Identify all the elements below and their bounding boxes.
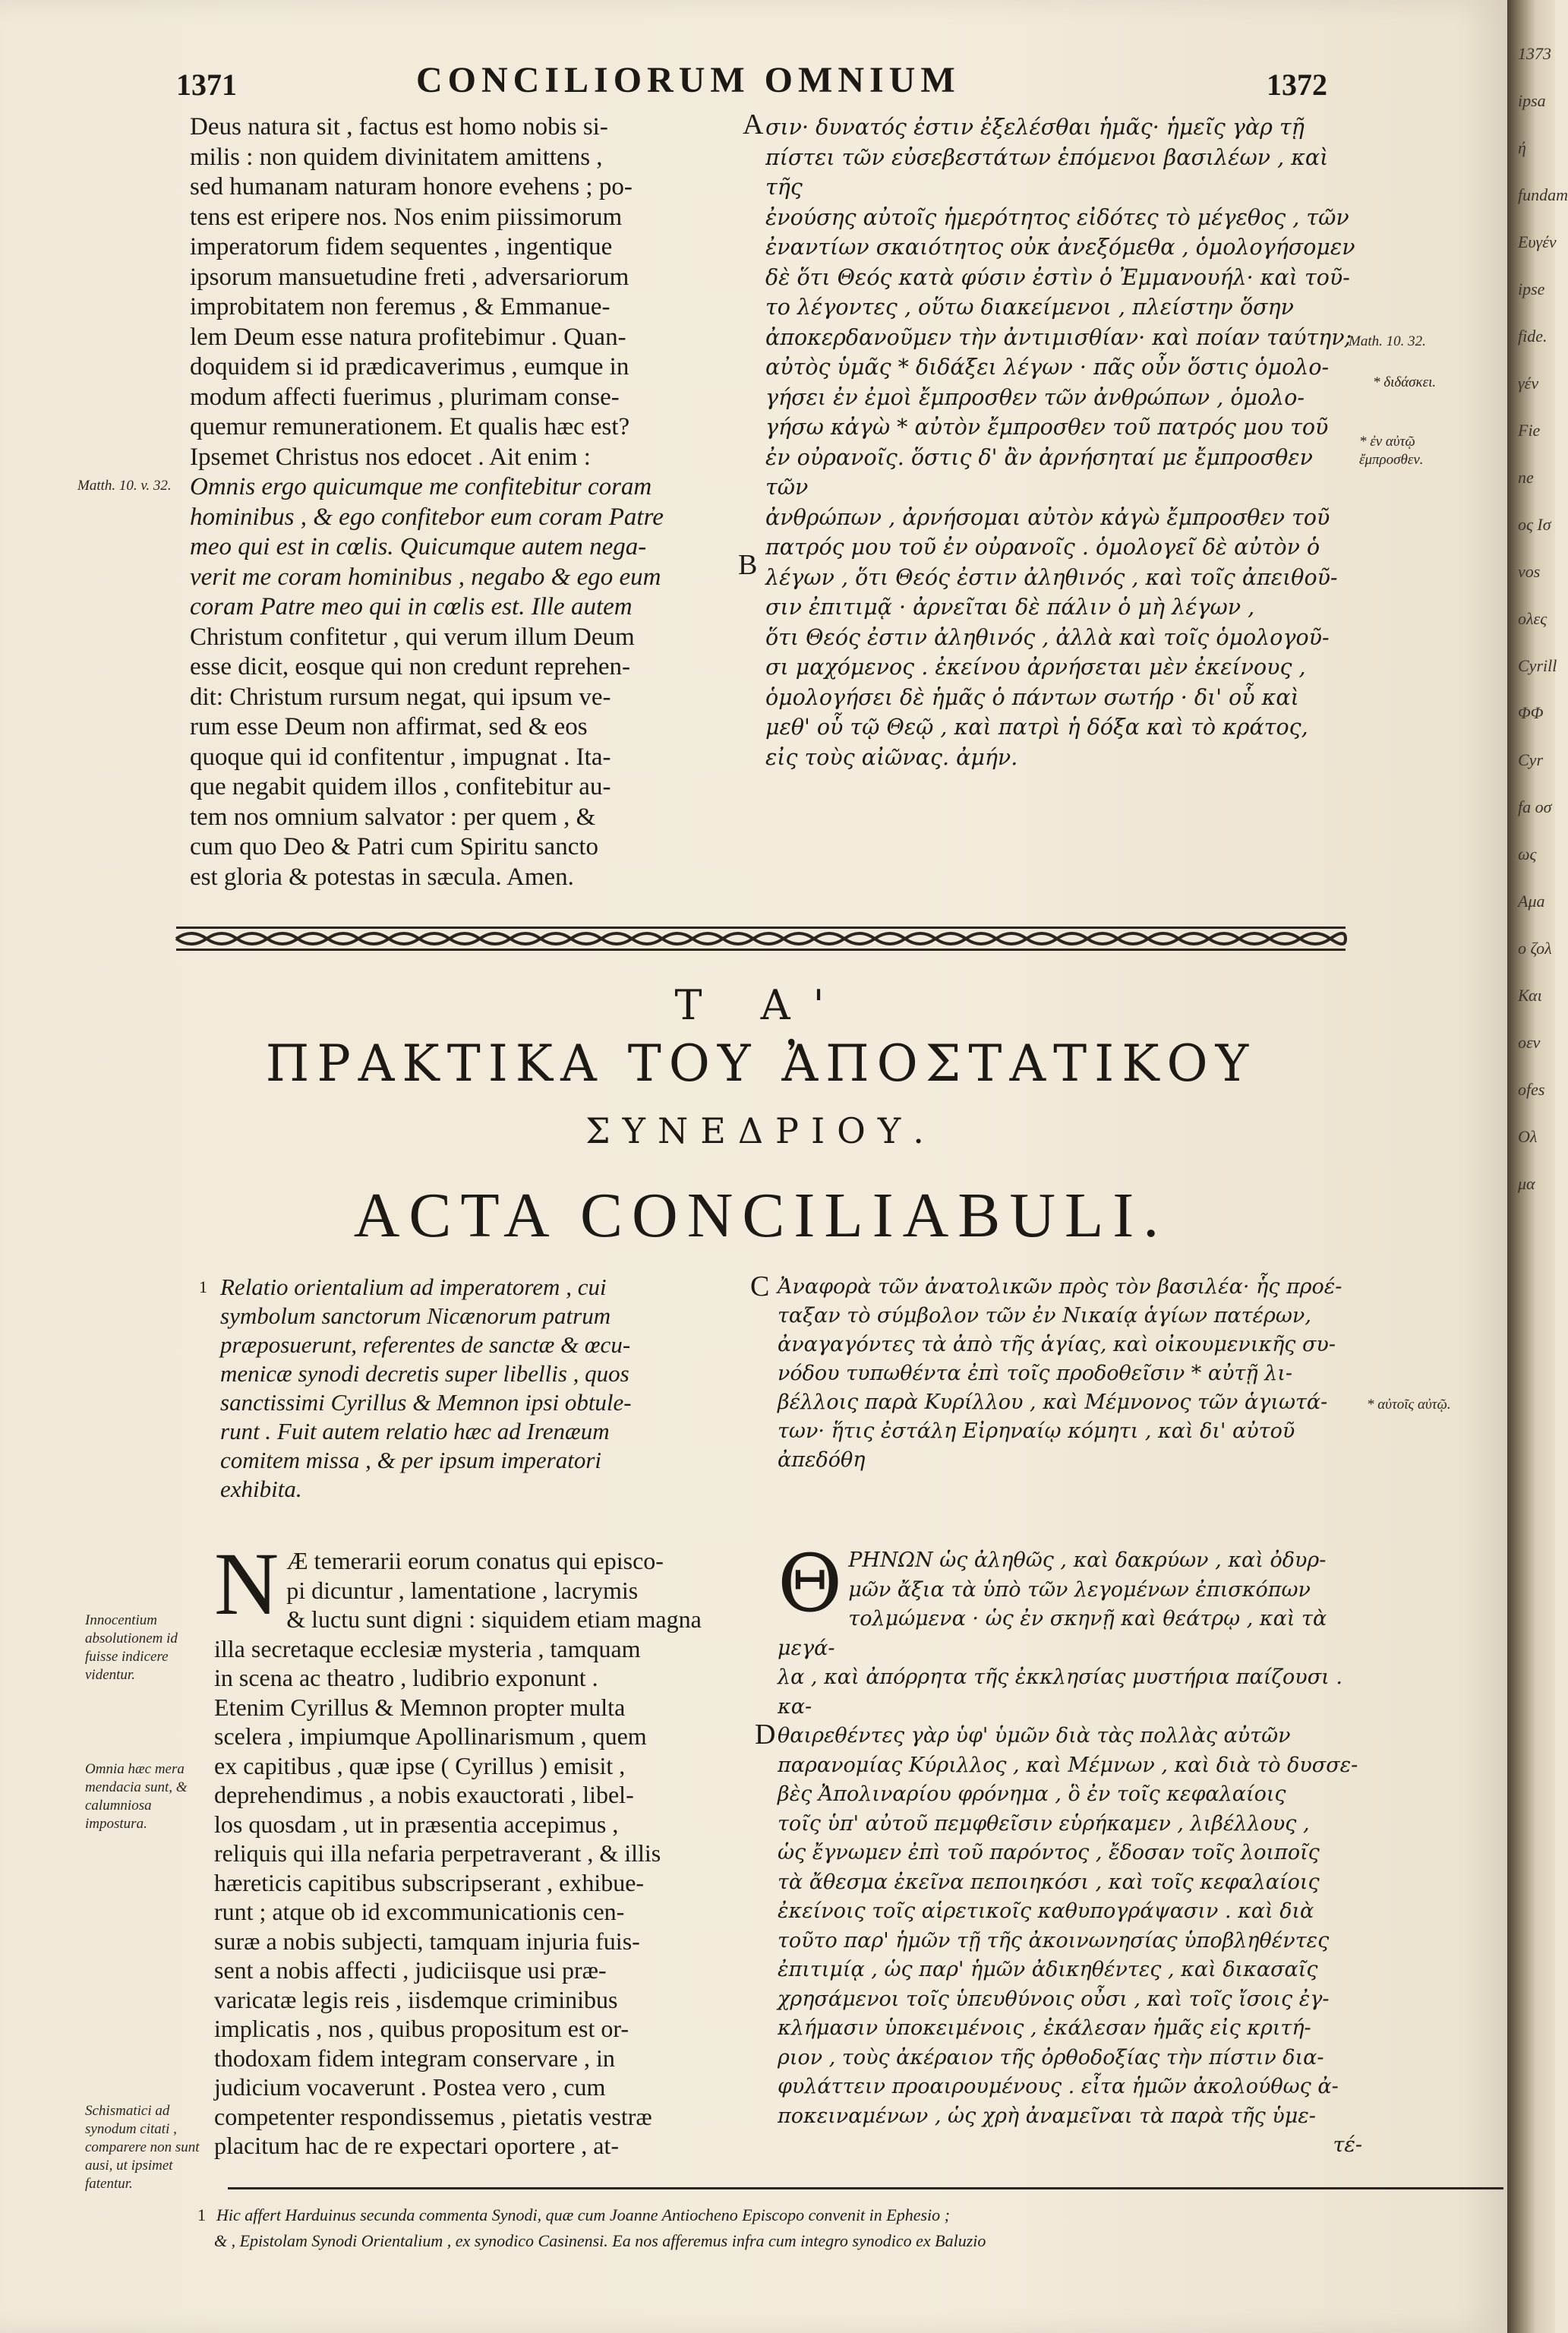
body-latin-line: los quosdam , ut in præsentia accepimus , — [214, 1810, 619, 1838]
page-number-right: 1372 — [1267, 68, 1327, 102]
latin-line: rum esse Deum non affirmat, sed & eos — [190, 713, 588, 740]
body-latin-line: suræ a nobis subjecti, tamquam injuria fuis- — [214, 1927, 640, 1955]
running-title: CONCILIORUM OMNIUM — [416, 60, 961, 100]
latin-line: quoque qui id confitentur , impugnat . Ita- — [190, 743, 611, 771]
relatio-note-marker: 1 — [199, 1277, 207, 1296]
latin-line: hominibus , & ego confitebor eum coram Patre — [190, 503, 664, 531]
margin-note-matthew-left: Matth. 10. v. 32. — [77, 478, 172, 494]
body-latin-line: hæreticis capitibus subscripserant , exhibue- — [214, 1868, 645, 1896]
body-greek-line: ΡΗΝΩΝ ὡς ἀληθῶς , καὶ δακρύων , καὶ ὀδυρ- — [848, 1548, 1327, 1572]
section-letter-d: D — [755, 1719, 776, 1751]
latin-line: milis : non quidem divinitatem amittens , — [190, 143, 603, 171]
greek-line: πίστει τῶν εὐσεβεστάτων ἑπόμενοι βασιλέων , καὶ τῆς — [765, 144, 1329, 200]
title-tau-alpha: Τ Α' — [674, 981, 847, 1029]
latin-line: esse dicit, eosque qui non credunt reprehen- — [190, 653, 631, 680]
relatio-greek-line: νόδου τυπωθέντα ἐπὶ τοῖς προδοθεῖσιν * αὐτῇ λι- — [778, 1362, 1293, 1385]
latin-line: que negabit quidem illos , confitebitur au- — [190, 773, 611, 800]
latin-line: Omnis ergo quicumque me confitebitur coram — [190, 473, 652, 500]
body-greek-line: ποκειναμένων , ὡς χρὴ ἀναμεῖναι τὰ παρὰ τῆς ὑμε- — [778, 2104, 1316, 2128]
relatio-latin — [220, 1273, 744, 1504]
footnote-marker: 1 — [197, 2205, 206, 2224]
next-page-fragment: 1373 ipsa ή fundam Ευγέν ipse fide. γέν Fie ne oς Iσ νοs ολες Cyrill ΦΦ Cyr fa οσ ως Aμa ο ζολ Και οεν ofes Ολ μα — [1518, 44, 1568, 1193]
body-latin-line: in scena ac theatro , ludibrio exponunt . — [214, 1664, 598, 1691]
body-greek-line: τοῖς ὑπ' αὐτοῦ πεμφθεῖσιν εὑρήκαμεν , λιβέλλους , — [778, 1811, 1310, 1836]
greek-line: ἐνούσης αὐτοῖς ἡμερότητος εἰδότες τὸ μέγεθος , τῶν — [765, 204, 1349, 230]
greek-line: πατρός μου τοῦ ἐν οὐρανοῖς . ὁμολογεῖ δὲ αὐτὸν ὁ — [765, 535, 1320, 560]
section-letter-c: C — [750, 1271, 770, 1302]
footnote-line: Hic affert Harduinus secunda commenta Synodi, quæ cum Joanne Antiocheno Episcopo convenit in Ephesio ; — [216, 2205, 950, 2224]
body-greek-line: λα , καὶ ἀπόρρητα τῆς ἐκκλησίας μυστήρια παίζουσι . κα- — [778, 1665, 1342, 1719]
body-latin-line: illa secretaque ecclesiæ mysteria , tamquam — [214, 1634, 641, 1662]
body-latin-line: Etenim Cyrillus & Memnon propter multa — [214, 1693, 626, 1721]
latin-line: doquidem si id prædicaverimus , eumque in — [190, 353, 629, 380]
relatio-greek-line: ἀναγαγόντες τὰ ἀπὸ τῆς ἁγίας, καὶ οἰκουμενικῆς συ- — [778, 1333, 1336, 1356]
margin-note-schismatici: Schismatici ad synodum citati , comparere non sunt ausi, ut ipsimet fatentur. — [85, 2103, 200, 2192]
greek-line: μεθ' οὗ τῷ Θεῷ , καὶ πατρὶ ἡ δόξα καὶ τὸ κράτος, — [765, 715, 1308, 740]
body-greek-line: ἐκείνοις τοῖς αἱρετικοῖς καθυπογράψασιν . καὶ διὰ — [778, 1899, 1314, 1923]
top-greek-column — [765, 112, 1358, 772]
greek-line: ἀνθρώπων , ἀρνήσομαι αὐτὸν κἀγὼ ἔμπροσθεν τοῦ — [765, 504, 1330, 530]
relatio-greek — [778, 1273, 1362, 1475]
relatio-greek-line: ἀπεδόθη — [778, 1448, 866, 1472]
latin-line: lem Deum esse natura profitebimur . Quan- — [190, 323, 626, 351]
greek-line: εἰς τοὺς αἰῶνας. ἀμήν. — [765, 744, 1018, 770]
body-greek-column — [778, 1537, 1362, 2161]
body-greek-line: τέ- — [1333, 2133, 1362, 2157]
latin-line: improbitatem non feremus , & Emmanue- — [190, 293, 610, 320]
relatio-latin-line: sanctissimi Cyrillus & Memnon ipsi obtule- — [220, 1389, 632, 1416]
title-synedriou: ΣΥΝΕΔΡΙΟΥ. — [585, 1110, 936, 1151]
section-letter-a: A — [743, 109, 764, 140]
body-latin-line: deprehendimus , a nobis exauctorati , libel- — [214, 1781, 634, 1808]
body-greek-line: βὲς Ἀπολιναρίου φρόνημα , ὃ ἐν τοῖς κεφαλαίοις — [778, 1782, 1286, 1806]
body-latin-line: implicatis , nos , quibus propositum est or- — [214, 2015, 629, 2042]
greek-line: ἐν οὐρανοῖς. ὅστις δ' ἂν ἀρνήσηταί με ἔμπροσθεν τῶν — [765, 444, 1313, 500]
margin-note-autois: * αὐτοῖς αὐτῷ. — [1367, 1397, 1451, 1413]
greek-line: ὁμολογήσει δὲ ἡμᾶς ὁ πάντων σωτήρ · δι' οὗ καὶ — [765, 684, 1299, 710]
latin-line: Deus natura sit , factus est homo nobis si- — [190, 113, 608, 140]
margin-note-endutoi: * ἐν αὐτῷ ἔμπροσθεν. — [1359, 434, 1424, 468]
body-latin-line: & luctu sunt digni : siquidem etiam magna — [286, 1605, 702, 1633]
latin-line: quemur remunerationem. Et qualis hæc est? — [190, 413, 630, 440]
body-greek-line: μῶν ἄξια τὰ ὑπὸ τῶν λεγομένων ἐπισκόπων — [848, 1577, 1311, 1602]
relatio-latin-line: menicæ synodi decretis super libellis , quos — [220, 1360, 629, 1387]
relatio-greek-line: βέλλοις παρὰ Κυρίλλου , καὶ Μέμνονος τῶν ἁγιωτά- — [778, 1391, 1328, 1414]
latin-line: imperatorum fidem sequentes , ingentique — [190, 233, 613, 260]
margin-note-didaxei: * διδάσκει. — [1373, 374, 1437, 390]
body-latin-line: thodoxam fidem integram conservare , in — [214, 2044, 615, 2072]
greek-line: αὐτὸς ὑμᾶς * διδάξει λέγων · πᾶς οὖν ὅστις ὁμολο- — [765, 355, 1330, 380]
body-latin-line: sent a nobis affecti , judiciisque usi præ- — [214, 1956, 607, 1984]
latin-line: cum quo Deo & Patri cum Spiritu sancto — [190, 833, 599, 860]
ornament-rule — [176, 925, 1346, 952]
drop-cap-n: N — [214, 1534, 279, 1634]
greek-line: γήσει ἐν ἐμοὶ ἔμπροσθεν τῶν ἀνθρώπων , ὁμολο- — [765, 384, 1305, 410]
footnote — [197, 2202, 1503, 2254]
relatio-latin-line: symbolum sanctorum Nicænorum patrum — [220, 1302, 611, 1329]
body-latin-line: scelera , impiumque Apollinarismum , quem — [214, 1722, 647, 1750]
margin-note-innocentium: Innocentium absolutionem id fuisse indicere videntur. — [85, 1612, 178, 1683]
footnote-line: & , Epistolam Synodi Orientalium , ex synodico Casinensi. Ea nos afferemus infra cum integro synodico ex Baluzio — [214, 2231, 986, 2250]
footnote-rule — [228, 2187, 1503, 2189]
latin-line: dit: Christum rursum negat, qui ipsum ve- — [190, 683, 611, 711]
greek-line: δὲ ὅτι Θεός κατὰ φύσιν ἐστὶν ὁ Ἐμμανουήλ· καὶ τοῦ- — [765, 264, 1350, 290]
top-latin-column — [190, 112, 744, 892]
body-greek-line: φυλάττειν προαιρουμένους . εἶτα ἡμῶν ἀκολούθως ἀ- — [778, 2075, 1339, 2098]
greek-line: ἐναντίων σκαιότητος οὐκ ἀνεξόμεθα , ὁμολογήσομεν — [765, 235, 1355, 260]
latin-line: modum affecti fuerimus , plurimam conse- — [190, 383, 620, 411]
greek-line: γήσω κἀγὼ * αὐτὸν ἔμπροσθεν τοῦ πατρός μου τοῦ — [765, 415, 1329, 440]
relatio-latin-line: comitem missa , & per ipsum imperatori — [220, 1447, 602, 1473]
relatio-latin-line: exhibita. — [220, 1476, 302, 1502]
latin-line: verit me coram hominibus , negabo & ego eum — [190, 563, 661, 591]
body-greek-line: παρανομίας Κύριλλος , καὶ Μέμνων , καὶ διὰ τὸ δυσσε- — [778, 1753, 1358, 1777]
body-latin-line: placitum hac de re expectari oportere , at- — [214, 2132, 620, 2159]
greek-line: ὅτι Θεός ἐστιν ἀληθινός , ἀλλὰ καὶ τοῖς ὁμολογοῦ- — [765, 624, 1330, 650]
latin-line: Christum confitetur , qui verum illum Deum — [190, 623, 635, 651]
body-greek-line: τὰ ἄθεσμα ἐκεῖνα πεποιηκόσι , καὶ τοῖς κεφαλαίοις — [778, 1870, 1320, 1894]
latin-line: ipsorum mansuetudine freti , adversariorum — [190, 263, 629, 291]
relatio-latin-line: præposuerunt, referentes de sanctæ & œcu- — [220, 1331, 631, 1358]
margin-note-matthew-right: Math. 10. 32. — [1349, 333, 1426, 349]
latin-line: sed humanam naturam honore evehens ; po- — [190, 173, 633, 200]
latin-line: Ipsemet Christus nos edocet . Ait enim : — [190, 443, 591, 471]
greek-line: ἀποκερδανοῦμεν τὴν ἀντιμισθίαν· καὶ ποίαν ταύτην; — [765, 324, 1352, 350]
body-greek-line: ριον , τοὺς ἀκέραιον τῆς ὀρθοδοξίας τὴν πίστιν δια- — [778, 2045, 1324, 2069]
greek-line: το λέγοντες , οὕτω διακείμενοι , πλείστην ὅσην — [765, 295, 1294, 320]
latin-line: est gloria & potestas in sæcula. Amen. — [190, 863, 574, 891]
body-latin-line: reliquis qui illa nefaria perpetraverant , & illis — [214, 1839, 661, 1867]
greek-line: σιν ἐπιτιμᾷ · ἀρνεῖται δὲ πάλιν ὁ μὴ λέγων , — [765, 595, 1255, 620]
latin-line: tem nos omnium salvator : per quem , & — [190, 803, 596, 831]
body-greek-line: χρησάμενοι τοῖς ὑπευθύνοις οὖσι , καὶ τοῖς ἴσοις ἐγ- — [778, 1987, 1330, 2011]
relatio-greek-line: Ἀναφορὰ τῶν ἀνατολικῶν πρὸς τὸν βασιλέα· ἧς προέ- — [778, 1275, 1342, 1299]
body-greek-line: θαιρεθέντες γὰρ ὑφ' ὑμῶν διὰ τὰς πολλὰς αὐτῶν — [778, 1724, 1291, 1747]
relatio-latin-line: Relatio orientalium ad imperatorem , cui — [220, 1274, 607, 1300]
relatio-greek-line: των· ἥτις ἐστάλη Εἰρηναίῳ κόμητι , καὶ δι' αὐτοῦ — [778, 1419, 1295, 1443]
relatio-latin-line: runt . Fuit autem relatio hæc ad Irenæum — [220, 1418, 610, 1444]
body-latin-line: pi dicuntur , lamentatione , lacrymis — [286, 1576, 639, 1604]
body-latin-line: judicium vocaverunt . Postea vero , cum — [214, 2073, 606, 2101]
body-greek-line: ὡς ἔγνωμεν ἐπὶ τοῦ παρόντος , ἔδοσαν τοῖς λοιποῖς — [778, 1841, 1320, 1864]
greek-line: λέγων , ὅτι Θεός ἐστιν ἀληθινός , καὶ τοῖς ἀπειθοῦ- — [765, 564, 1338, 590]
body-latin-line: Æ temerarii eorum conatus qui episco- — [286, 1547, 664, 1574]
margin-note-omnia: Omnia hæc mera mendacia sunt, & calumniosa impostura. — [85, 1761, 188, 1832]
body-greek-line: ἐπιτιμίᾳ , ὡς παρ' ἡμῶν ἀδικηθέντες , καὶ δικασαῖς — [778, 1958, 1318, 1981]
body-greek-line: τολμώμενα · ὡς ἐν σκηνῇ καὶ θεάτρῳ , καὶ τὰ μεγά- — [778, 1607, 1327, 1660]
section-letter-b: B — [738, 549, 758, 581]
book-gutter-next-page — [1507, 0, 1568, 2333]
title-acta-conciliabuli: ACTA CONCILIABULI. — [353, 1180, 1169, 1251]
greek-line: σιν· δυνατός ἐστιν ἐξελέσθαι ἡμᾶς· ἡμεῖς γὰρ τῇ — [765, 115, 1305, 140]
latin-line: meo qui est in cœlis. Quicumque autem nega- — [190, 533, 647, 560]
title-praktika: ΠΡΑΚΤΙΚΑ ΤΟΥ ἈΠΟΣΤΑΤΙΚΟΥ — [265, 1034, 1257, 1093]
latin-line: tens est eripere nos. Nos enim piissimorum — [190, 203, 623, 231]
body-latin-column — [214, 1534, 746, 2161]
body-latin-line: competenter respondissemus , pietatis vestræ — [214, 2102, 652, 2130]
body-latin-line: varicatæ legis reis , iisdemque criminibus — [214, 1985, 618, 2013]
relatio-greek-line: ταξαν τὸ σύμβολον τῶν ἐν Νικαίᾳ ἁγίων πατέρων, — [778, 1304, 1311, 1328]
page-number-left: 1371 — [176, 68, 237, 102]
body-greek-line: τοῦτο παρ' ἡμῶν τῇ τῆς ἀκοινωνησίας ὑποβληθέντες — [778, 1928, 1330, 1953]
latin-line: coram Patre meo qui in cœlis est. Ille autem — [190, 593, 633, 620]
body-latin-line: runt ; atque ob id excommunicationis cen- — [214, 1898, 625, 1925]
body-greek-line: κλήμασιν ὑποκειμένοις , ἐκάλεσαν ἡμᾶς εἰς κριτή- — [778, 2016, 1311, 2040]
greek-line: σι μαχόμενος . ἐκείνου ἀρνήσεται μὲν ἐκείνους , — [765, 655, 1306, 680]
drop-cap-theta: Θ — [778, 1537, 843, 1630]
body-latin-line: ex capitibus , quæ ipse ( Cyrillus ) emisit , — [214, 1751, 626, 1779]
